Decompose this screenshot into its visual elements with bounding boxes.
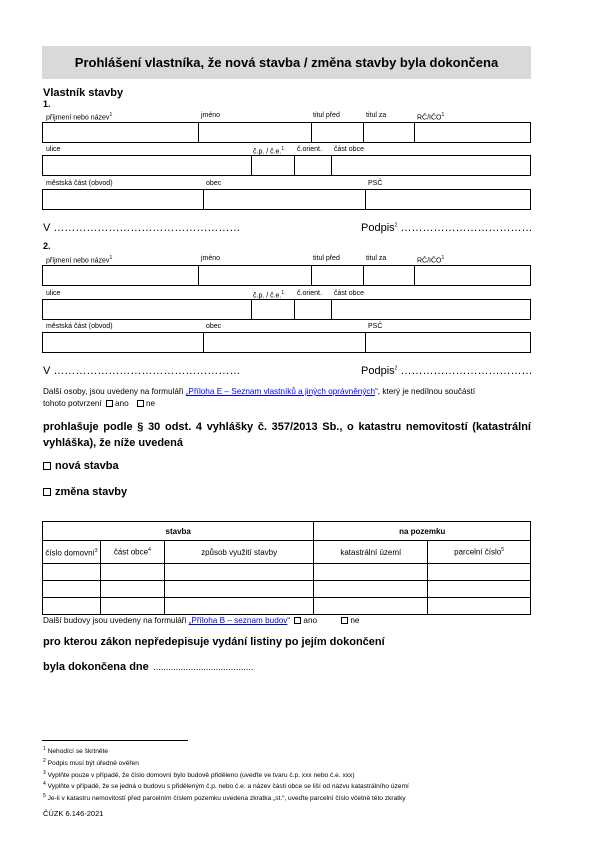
owner-2-signature: Podpis$^2$ ……………………………… [361, 365, 533, 377]
other-buildings-yes-checkbox[interactable] [294, 617, 301, 624]
footnote-4: $^4$ Vyplňte v případě, že se jedná o budovu s přiděleným č.p. nebo č.e. a název části obce se liší od názvu katastrálního území [43, 781, 409, 791]
table-cell[interactable] [314, 598, 428, 615]
form-code: ČÚZK 6.146-2021 [43, 809, 104, 818]
col-municipality-part: část obce$^4$ [100, 541, 164, 564]
owner-2-street-label: ulice [46, 290, 61, 297]
option-change-building[interactable]: změna stavby [43, 486, 127, 498]
owner-1-co-label: č.orient. [297, 146, 322, 153]
other-persons-yes-checkbox[interactable] [106, 400, 113, 407]
new-building-checkbox[interactable] [43, 462, 51, 470]
building-table [42, 521, 531, 615]
owner-1-title-before-label: titul před [313, 112, 340, 119]
owner-2-surname-field[interactable] [43, 266, 197, 285]
completed-date: byla dokončena dne ........................................ [43, 661, 254, 673]
owner-2-municipality-field[interactable] [204, 333, 364, 352]
owner-2-co-field[interactable] [295, 300, 330, 319]
other-persons-no-checkbox[interactable] [137, 400, 144, 407]
owner-2-title-before-field[interactable] [312, 266, 362, 285]
owner-1-title-after-label: titul za [366, 112, 387, 119]
owner-1-district-label: městská část (obvod) [46, 180, 113, 187]
table-cell[interactable] [43, 598, 101, 615]
owner-1-surname-field[interactable] [43, 123, 197, 142]
owner-2-street-field[interactable] [43, 300, 250, 319]
owner-2-place[interactable]: V …………………………………………… [43, 365, 241, 377]
owner-1-title-before-field[interactable] [312, 123, 362, 142]
table-cell[interactable] [43, 564, 101, 581]
owner-1-psc-label: PSČ [368, 180, 383, 187]
owner-1-cp-label: č.p. / č.e.$^1$ [253, 146, 285, 156]
owner-2-first-label: jméno [201, 255, 221, 262]
owner-2-first-field[interactable] [199, 266, 310, 285]
owner-1-first-label: jméno [201, 112, 221, 119]
owner-2-cp-field[interactable] [252, 300, 293, 319]
table-cell[interactable] [43, 581, 101, 598]
owner-2-title-after-field[interactable] [364, 266, 413, 285]
owner-1-rc-field[interactable] [415, 123, 530, 142]
owner-2-district-label: městská část (obvod) [46, 323, 113, 330]
table-cell[interactable] [428, 564, 531, 581]
other-buildings-note: Další budovy jsou uvedeny na formuláři „Příloha B – seznam budov“ ano ne [43, 616, 360, 625]
owner-2-district-field[interactable] [43, 333, 202, 352]
col-use: způsob využití stavby [164, 541, 314, 564]
owner-2-rc-field[interactable] [415, 266, 530, 285]
table-cell[interactable] [428, 598, 531, 615]
owner-1-co-field[interactable] [295, 156, 330, 175]
owner-1-index: 1. [43, 99, 51, 109]
owner-1-psc-field[interactable] [366, 190, 530, 209]
table-cell[interactable] [164, 581, 314, 598]
owner-1-place[interactable]: V …………………………………………… [43, 222, 241, 234]
table-row [43, 564, 531, 581]
group-header-building: stavba [43, 522, 314, 541]
table-cell[interactable] [100, 598, 164, 615]
owner-2-psc-field[interactable] [366, 333, 530, 352]
owner-2-index: 2. [43, 241, 51, 251]
owner-1-part-label: část obce [334, 146, 364, 153]
group-header-land: na pozemku [314, 522, 531, 541]
table-cell[interactable] [164, 598, 314, 615]
owner-2-part-label: část obce [334, 290, 364, 297]
footnote-3: $^3$ Vyplňte pouze v případě, že číslo domovní bylo budově přiděleno (uveďte ve tvaru č.p. xxx nebo č.e. xxx) [43, 769, 355, 779]
owner-1-municipality-field[interactable] [204, 190, 364, 209]
owner-1-street-label: ulice [46, 146, 61, 153]
change-building-checkbox[interactable] [43, 488, 51, 496]
owner-heading: Vlastník stavby [43, 87, 124, 99]
owner-1-cp-field[interactable] [252, 156, 293, 175]
annex-b-link[interactable]: „Příloha B – seznam budov [188, 616, 288, 625]
table-row [43, 581, 531, 598]
owner-1-street-field[interactable] [43, 156, 250, 175]
owner-2-title-after-label: titul za [366, 255, 387, 262]
owner-1-part-field[interactable] [332, 156, 530, 175]
completed-date-field[interactable]: ........................................ [153, 662, 254, 672]
owner-2-psc-label: PSČ [368, 323, 383, 330]
table-cell[interactable] [100, 564, 164, 581]
owner-2-part-field[interactable] [332, 300, 530, 319]
table-cell[interactable] [428, 581, 531, 598]
footnotes [43, 745, 543, 804]
owner-2-cp-label: č.p. / č.e.$^1$ [253, 290, 285, 300]
col-house-number: číslo domovní$^3$ [43, 541, 101, 564]
other-persons-note: Další osoby, jsou uvedeny na formuláři „Příloha E – Seznam vlastníků a jiných oprávněných“, který je nedílnou součástí tohoto potvrzení ano ne [43, 387, 476, 408]
owner-2-surname-label: příjmení nebo název$^1$ [46, 255, 113, 265]
footnote-2: $^2$ Podpis musí být úředně ověřen [43, 757, 139, 767]
footnote-1: $^1$ Nehodící se škrtněte [43, 746, 109, 756]
footnote-divider [42, 740, 188, 741]
col-parcel-number: parcelní číslo$^5$ [428, 541, 531, 564]
table-cell[interactable] [100, 581, 164, 598]
owner-1-signature: Podpis$^2$ ……………………………… [361, 222, 533, 234]
owner-1-district-field[interactable] [43, 190, 202, 209]
other-buildings-no-checkbox[interactable] [341, 617, 348, 624]
footnote-5: $^5$ Je-li v katastru nemovitostí před parcelním číslem pozemku uvedena zkratka „st.“, uveďte parcelní číslo včetně této zkratky [43, 793, 406, 803]
table-cell[interactable] [164, 564, 314, 581]
law-text: pro kterou zákon nepředepisuje vydání listiny po jejím dokončení [43, 636, 385, 648]
owner-1-first-field[interactable] [199, 123, 310, 142]
declaration-text: prohlašuje podle § 30 odst. 4 vyhlášky č. 357/2013 Sb., o katastru nemovitostí (katastrální vyhláška), že níže uvedená [43, 421, 531, 449]
owner-1-title-after-field[interactable] [364, 123, 413, 142]
table-cell[interactable] [314, 581, 428, 598]
table-cell[interactable] [314, 564, 428, 581]
col-cadastral-area: katastrální území [314, 541, 428, 564]
table-row [43, 598, 531, 615]
owner-1-municipality-label: obec [206, 180, 222, 187]
owner-2-title-before-label: titul před [313, 255, 340, 262]
owner-2-rc-label: RČ/IČO$^1$ [417, 255, 445, 265]
option-new-building[interactable]: nová stavba [43, 460, 119, 472]
owner-2-municipality-label: obec [206, 323, 222, 330]
annex-e-link[interactable]: „Příloha E – Seznam vlastníků a jiných oprávněných [185, 387, 376, 396]
owner-1-surname-label: příjmení nebo název$^1$ [46, 112, 113, 122]
owner-1-rc-label: RČ/IČO$^1$ [417, 112, 445, 122]
owner-2-co-label: č.orient. [297, 290, 322, 297]
form-title: Prohlášení vlastníka, že nová stavba / změna stavby byla dokončena [42, 46, 531, 79]
